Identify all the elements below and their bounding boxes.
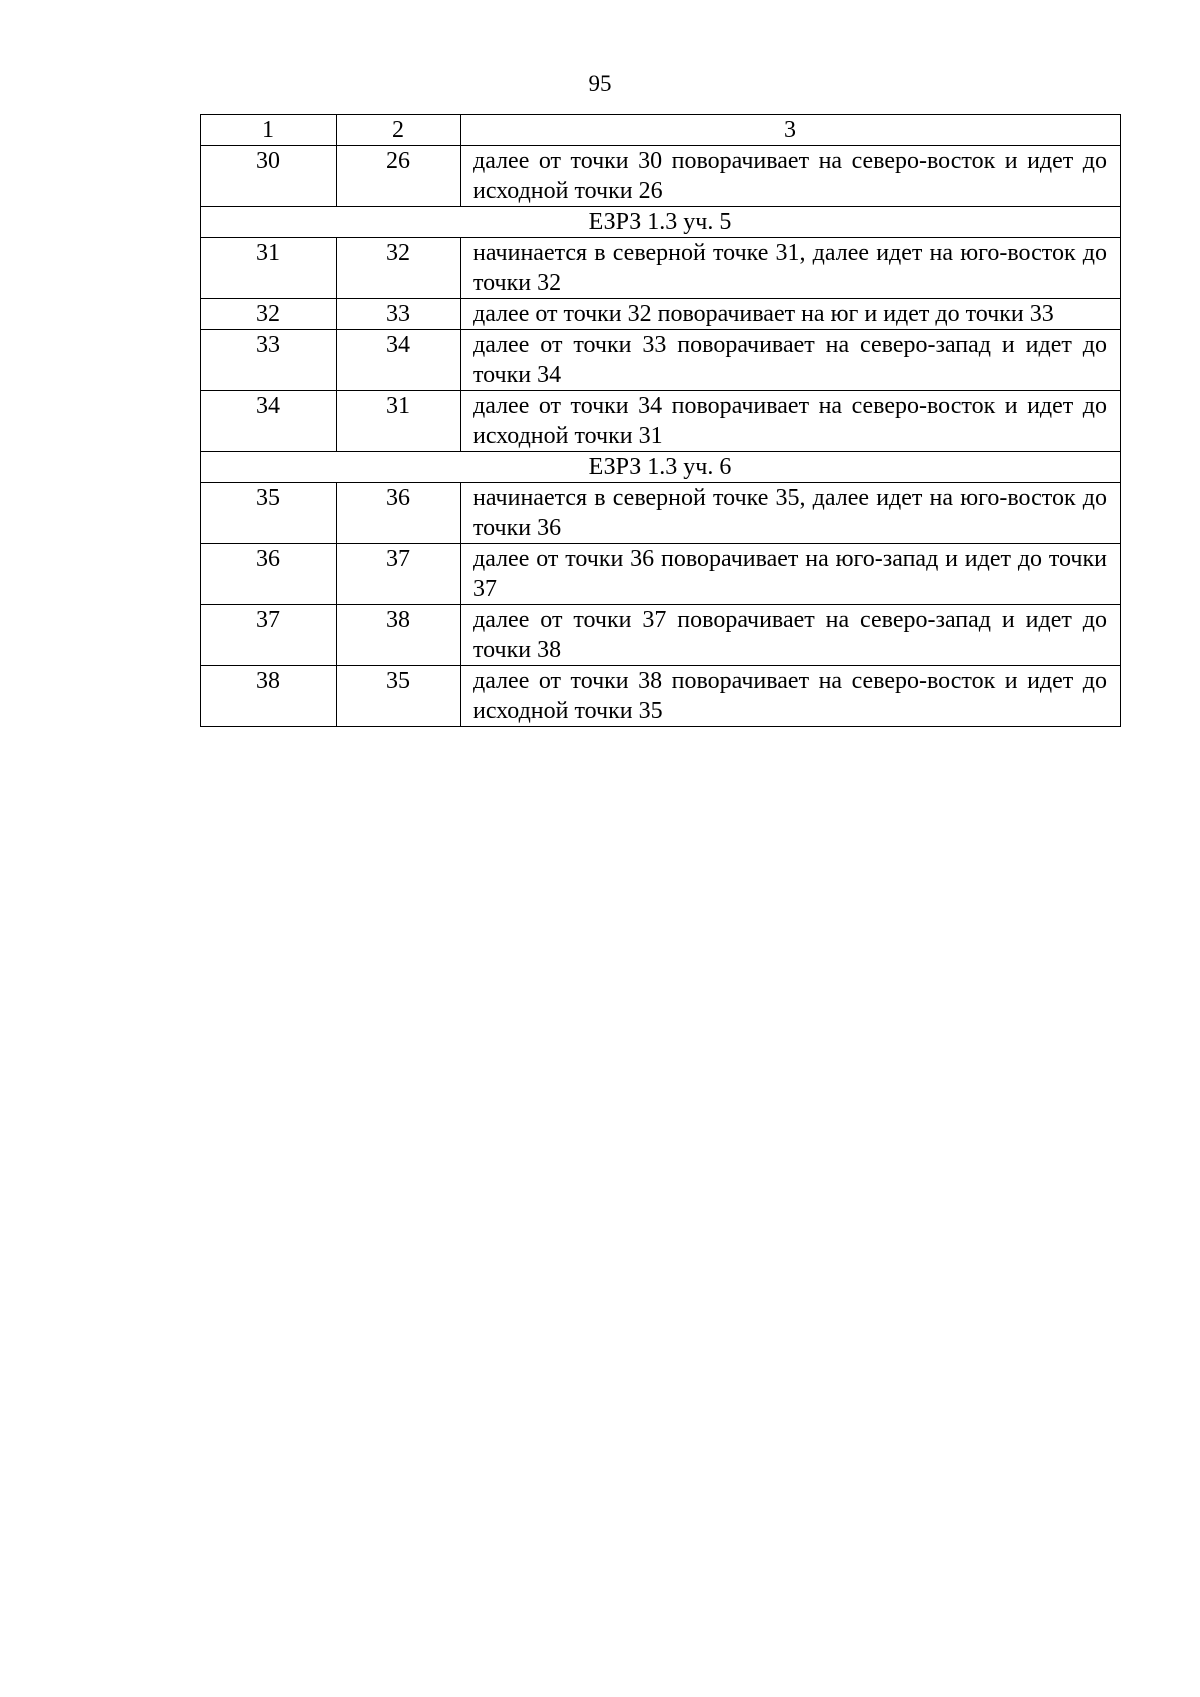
description-cell: далее от точки 36 поворачивает на юго-запад и идет до точки 37 <box>461 544 1121 605</box>
table-row <box>201 666 1121 727</box>
column-header-1: 1 <box>201 115 337 146</box>
column-header-2: 2 <box>337 115 461 146</box>
to-point-cell: 33 <box>337 299 461 330</box>
from-point-cell: 33 <box>201 330 337 391</box>
table-row <box>201 146 1121 207</box>
from-point-cell: 37 <box>201 605 337 666</box>
to-point-cell: 36 <box>337 483 461 544</box>
table-row <box>201 605 1121 666</box>
description-cell: далее от точки 32 поворачивает на юг и идет до точки 33 <box>461 299 1121 330</box>
boundary-description-table <box>200 114 1121 727</box>
description-cell: начинается в северной точке 35, далее идет на юго-восток до точки 36 <box>461 483 1121 544</box>
to-point-cell: 26 <box>337 146 461 207</box>
table-row <box>201 391 1121 452</box>
table-row <box>201 330 1121 391</box>
from-point-cell: 34 <box>201 391 337 452</box>
from-point-cell: 32 <box>201 299 337 330</box>
to-point-cell: 35 <box>337 666 461 727</box>
description-cell: далее от точки 33 поворачивает на северо-запад и идет до точки 34 <box>461 330 1121 391</box>
to-point-cell: 32 <box>337 238 461 299</box>
from-point-cell: 35 <box>201 483 337 544</box>
to-point-cell: 34 <box>337 330 461 391</box>
description-cell: далее от точки 38 поворачивает на северо-восток и идет до исходной точки 35 <box>461 666 1121 727</box>
to-point-cell: 37 <box>337 544 461 605</box>
description-cell: далее от точки 34 поворачивает на северо-восток и идет до исходной точки 31 <box>461 391 1121 452</box>
section-title: ЕЗРЗ 1.3 уч. 5 <box>201 207 1121 238</box>
table-header-row <box>201 115 1121 146</box>
section-row <box>201 207 1121 238</box>
table-row <box>201 299 1121 330</box>
table-row <box>201 238 1121 299</box>
to-point-cell: 38 <box>337 605 461 666</box>
column-header-3: 3 <box>461 115 1121 146</box>
table-row <box>201 544 1121 605</box>
from-point-cell: 36 <box>201 544 337 605</box>
to-point-cell: 31 <box>337 391 461 452</box>
from-point-cell: 38 <box>201 666 337 727</box>
section-row <box>201 452 1121 483</box>
description-cell: далее от точки 30 поворачивает на северо-восток и идет до исходной точки 26 <box>461 146 1121 207</box>
from-point-cell: 31 <box>201 238 337 299</box>
table-row <box>201 483 1121 544</box>
description-cell: далее от точки 37 поворачивает на северо-запад и идет до точки 38 <box>461 605 1121 666</box>
page-number: 95 <box>588 71 612 96</box>
description-cell: начинается в северной точке 31, далее идет на юго-восток до точки 32 <box>461 238 1121 299</box>
from-point-cell: 30 <box>201 146 337 207</box>
section-title: ЕЗРЗ 1.3 уч. 6 <box>201 452 1121 483</box>
